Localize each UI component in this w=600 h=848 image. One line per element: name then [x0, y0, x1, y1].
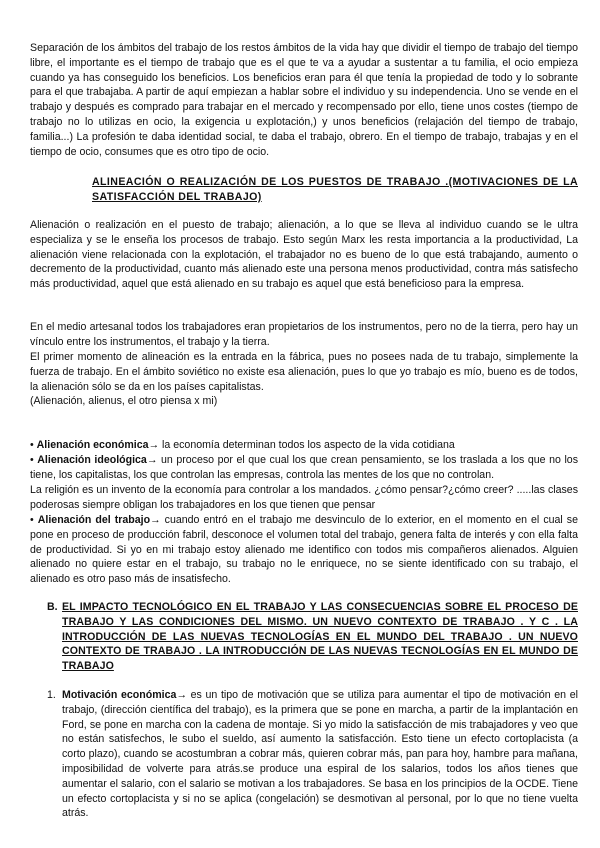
paragraph-medio-artesanal: En el medio artesanal todos los trabajadores eran propietarios de los instrumentos, pero no de la tierra, pero hay un vínculo entre los instrumentos, el trabajo y la tierra. [30, 321, 578, 348]
section-b-marker: B. [47, 601, 58, 613]
bullet-dot: • [30, 454, 38, 466]
bullet-dot: • [30, 439, 37, 451]
paragraph-alienus-note: (Alienación, alienus, el otro piensa x mi) [30, 395, 218, 407]
bullet-label: Alienación del trabajo [37, 514, 151, 526]
heading-alienacion: ALINEACIÓN O REALIZACIÓN DE LOS PUESTOS DE TRABAJO .(MOTIVACIONES DE LA SATISFACCIÓN DEL TRABAJO) [92, 176, 578, 203]
item-1-number: 1. [47, 689, 56, 701]
item-label: Motivación económica [62, 689, 177, 701]
bullet-alienacion-trabajo [30, 513, 578, 587]
bullet-text: → cuando entró en el trabajo me desvinculo de lo exterior, en el momento en el cual se pone en proceso de producción fabril, desconoce el volumen total del trabajo, genera falta de interés y con ella falta de productividad. Si yo en mi trabajo estoy alienado me identifico con todos mis compañeros alienados. Alguien alienado no quiere estar en el trabajo, su trabajo no le enriquece, no se siente identificado con su trabajo, el alienado es otro paso más de insatisfecho. [30, 514, 578, 586]
item-motivacion-economica [62, 688, 578, 821]
bullet-dot: • [30, 514, 38, 526]
bullet-alienacion-ideologica [30, 453, 578, 483]
intro-paragraph: Separación de los ámbitos del trabajo de los restos ámbitos de la vida hay que dividir el tiempo de trabajo del tiempo libre, el importante es el tiempo de trabajo que es el que te va a ayudar a sustentar a tu familia, el ocio empieza cuando ya has conseguido los beneficios. Los beneficios eran para él que tenía la propiedad de todo y lo sobrante para el que trabajaba. A partir de aquí empiezan a hablar sobre el individuo y su independencia. Uno se vende en el trabajo y después es comprado para trabajar en el mercado y recompensado por ello, tiene unos costes (tiempo de trabajo no lo utilizas en ocio, la exigencia u explotación,) y unos beneficios (relajación del tiempo de trabajo, familia...) La profesión te daba identidad social, te daba el trabajo, obrero. En el tiempo de trabajo, trabajas y en el tiempo de ocio, consumes que es otro tipo de ocio. [30, 42, 578, 158]
paragraph-primer-momento: El primer momento de alineación es la entrada en la fábrica, pues no posees nada de tu trabajo, simplemente la fuerza de trabajo. En el ámbito soviético no existe esa alienación, pues lo que yo trabajo es mío, bueno es de todos, la alienación sólo se da en los países capitalistas. [30, 351, 578, 393]
heading-section-b: EL IMPACTO TECNOLÓGICO EN EL TRABAJO Y LAS CONSECUENCIAS SOBRE EL PROCESO DE TRABAJO Y LAS CONDICIONES DEL MISMO. UN NUEVO CONTEXTO DE TRABAJO . Y C . LA INTRODUCCIÓN DE LAS NUEVAS TECNOLOGÍAS EN EL MUNDO DEL TRABAJO . UN NUEVO CONTEXTO DE TRABAJO . LA INTRODUCCIÓN DE LAS NUEVAS TECNOLOGÍAS EN EL MUNDO DE TRABAJO [62, 601, 578, 673]
bullet-text: → un proceso por el que cual los que crean pensamiento, se los traslada a los que no los tiene, los capitalistas, los que controlan las empresas, controla las mentes de los que no controlan. [30, 454, 578, 481]
item-text: → es un tipo de motivación que se utiliza para aumentar el tipo de motivación en el trabajo, (dirección científica del trabajo), es la primera que se pone en marcha, a partir de la implantación en Ford, se pone en marcha con la cadena de montaje. Si yo mido la satisfacción de mis trabajadores y veo que no están satisfechos, le subo el sueldo, así aumento la satisfacción. Esto tiene un efecto cortoplacista (a corto plazo), cuando se acostumbran a cobrar más, quieren cobrar más, pan para hoy, hambre para mañana, imposibilidad de volverte para atrás.se produce una espiral de los salarios, todos los años tienes que aumentar el salario, con el salario se motivan a los trabajadores. Se basa en los principios de la OCDE. Tiene un efecto cortoplacista y si no se aplica (congelación) se desmotivan al personal, por lo que no tiene vuelta atrás. [62, 689, 578, 820]
paragraph-alienacion: Alienación o realización en el puesto de trabajo; alienación, a lo que se lleva al individuo cuando se le ultra especializa y se le enseña los procesos de trabajo. Esto según Marx les resta importancia a la productividad, La alienación viene relacionada con la explotación, el trabajador no es bueno de lo que está trabajando, aumento o decremento de la productividad, cuanto más alienado este una persona menos productividad, contra más satisfecho más productividad, aquel que está alienado en su trabajo es aquel que está beneficioso para la empresa. [30, 219, 578, 291]
bullet-label: Alienación económica [36, 439, 149, 451]
bullet-text: → la economía determinan todos los aspecto de la vida cotidiana [148, 439, 455, 451]
bullet-alienacion-economica [30, 438, 578, 453]
bullet-label: Alienación ideológica [37, 454, 147, 466]
paragraph-religion: La religión es un invento de la economía para controlar a los mandados. ¿cómo pensar?¿cómo creer? .....las clases poderosas siempre obligan los trabajadores en los que tienen que pensar [30, 484, 578, 511]
